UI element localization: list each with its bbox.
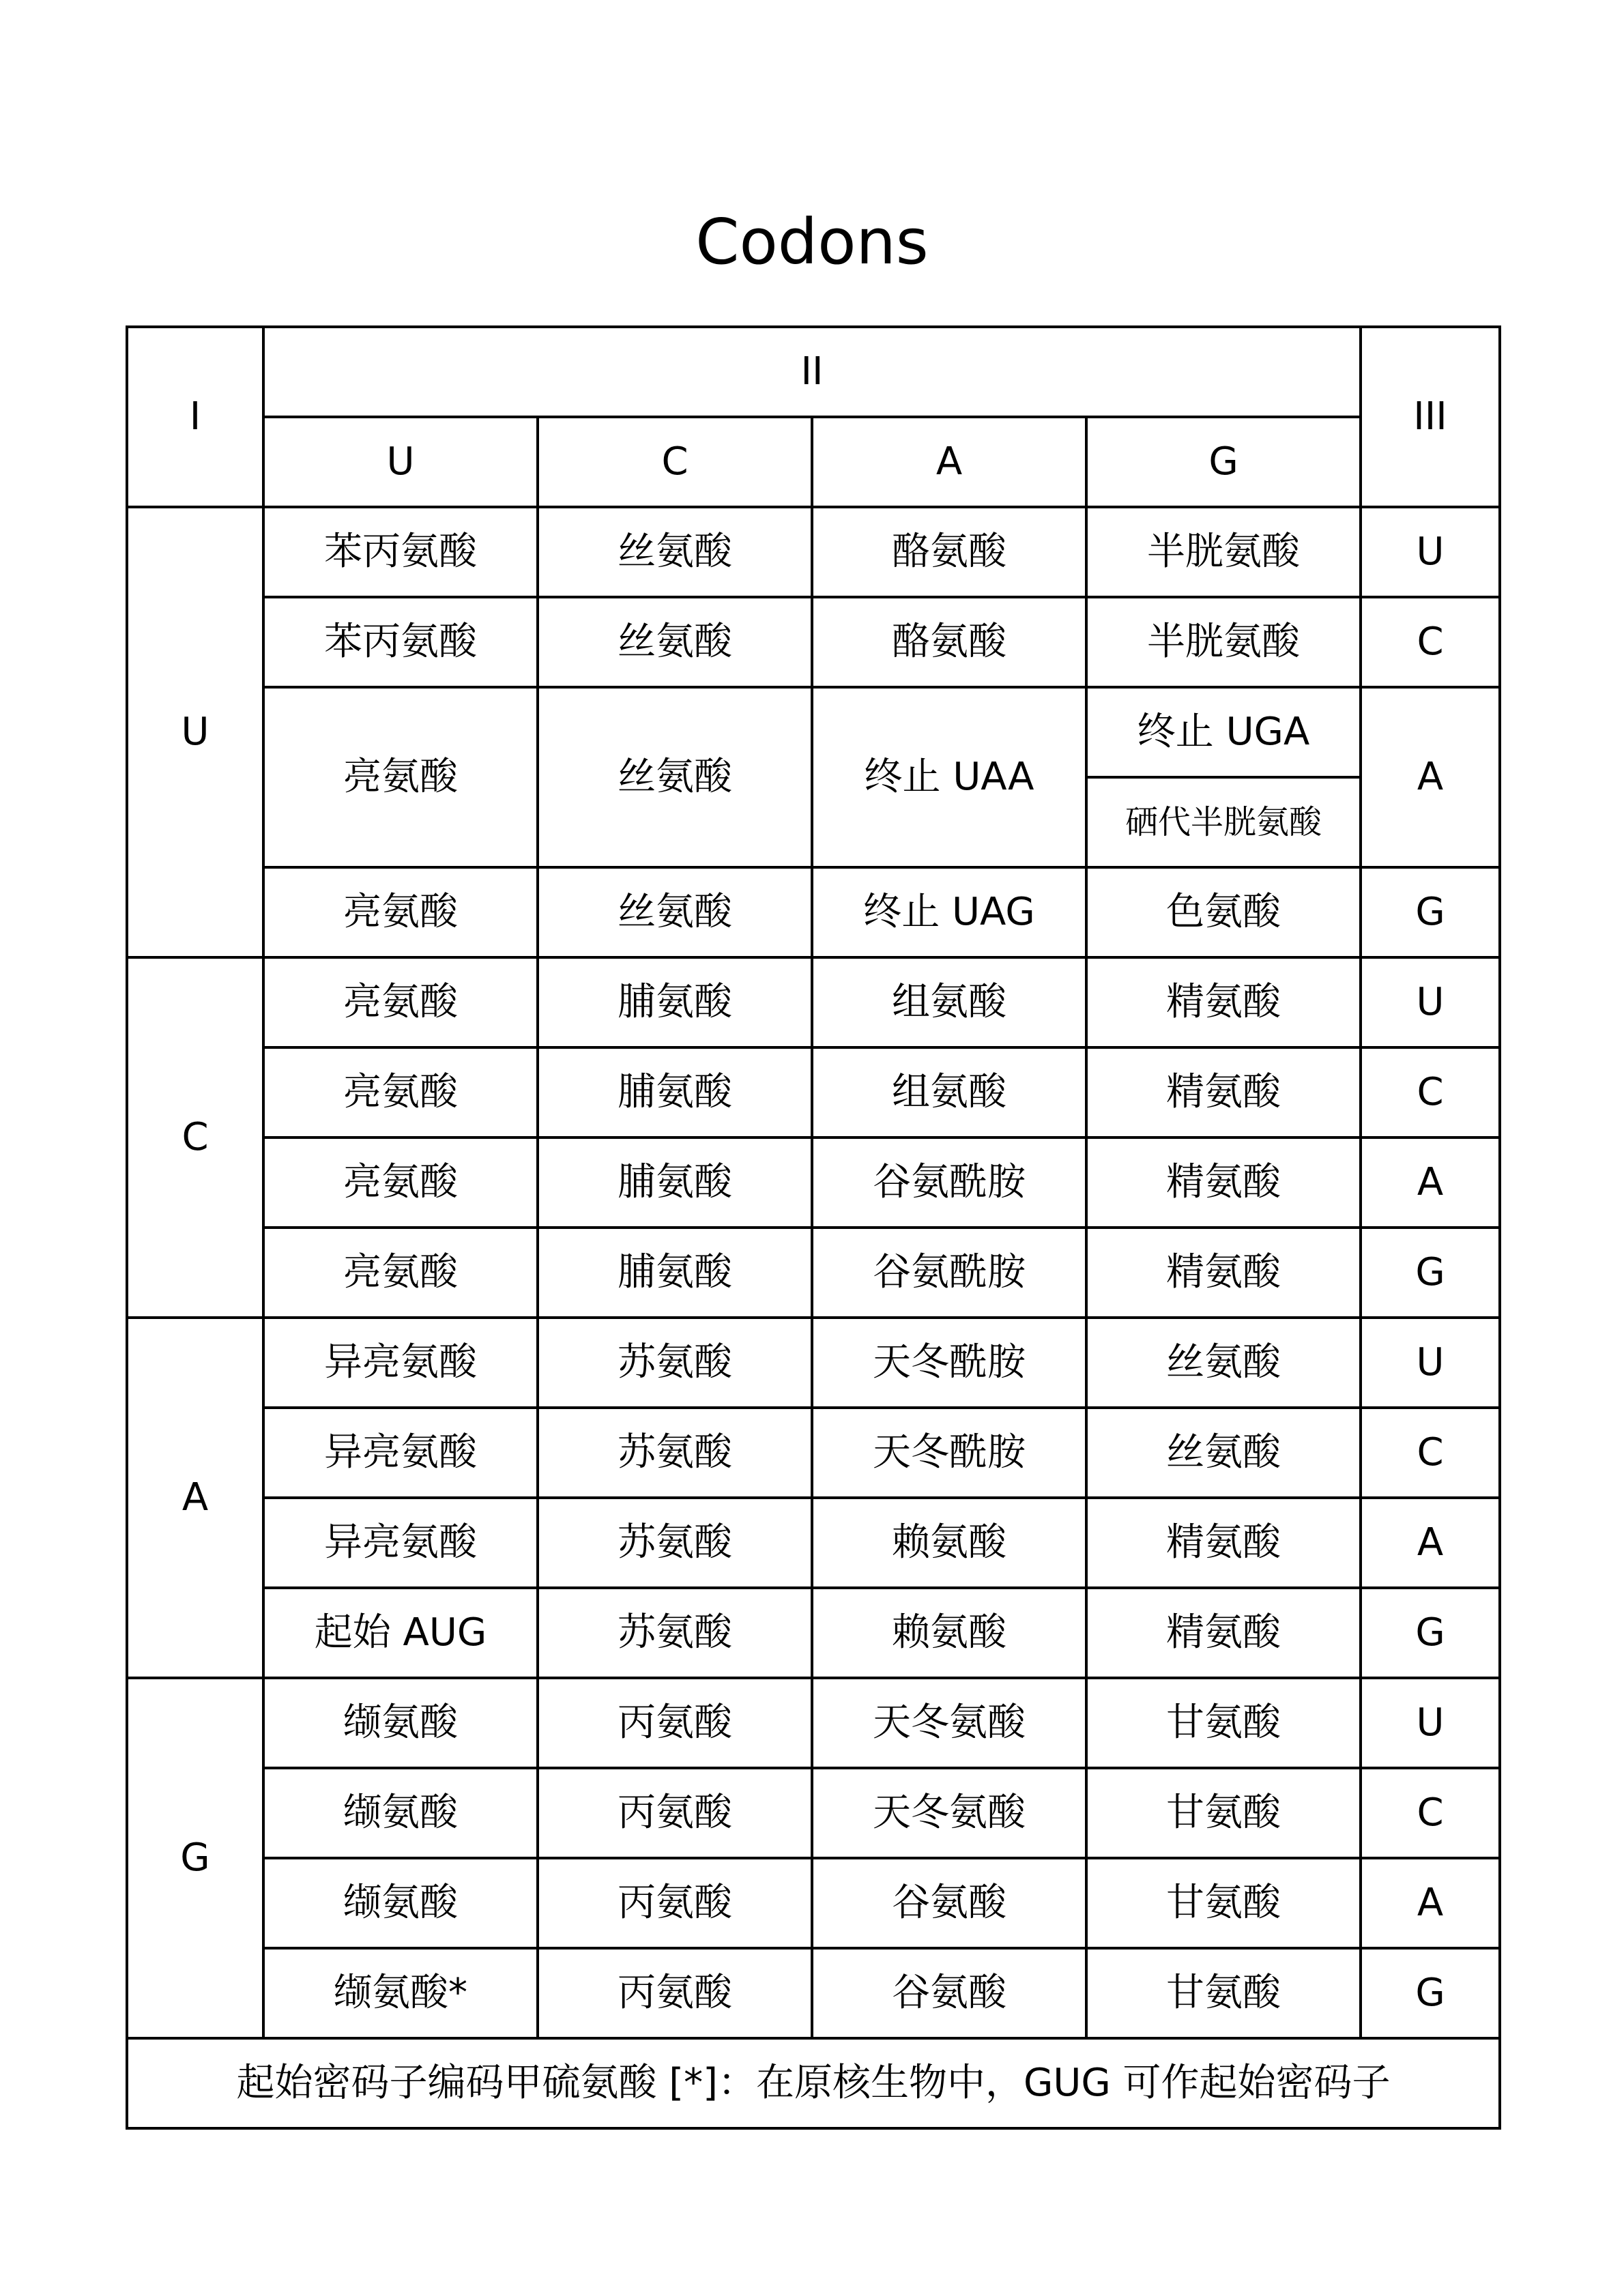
- second-base-g: G: [1086, 417, 1361, 507]
- codon-cell: 谷氨酸: [812, 1858, 1086, 1948]
- codon-cell: 精氨酸: [1086, 1588, 1361, 1678]
- codon-cell: 丝氨酸: [1086, 1318, 1361, 1408]
- codon-cell-start: 起始 AUG: [263, 1588, 538, 1678]
- codon-cell-selenocysteine: 硒代半胱氨酸: [1086, 777, 1361, 867]
- table-row: [127, 1047, 1500, 1137]
- codon-cell-stop: 终止 UAG: [812, 867, 1086, 957]
- second-base-a: A: [812, 417, 1086, 507]
- third-base: C: [1361, 597, 1500, 687]
- codon-table: [126, 325, 1501, 2130]
- third-base: C: [1361, 1768, 1500, 1858]
- table-row: [127, 1588, 1500, 1678]
- codon-cell: 苯丙氨酸: [263, 507, 538, 597]
- table-row: [127, 1678, 1500, 1768]
- codon-cell: 酪氨酸: [812, 597, 1086, 687]
- codon-cell: 苏氨酸: [538, 1408, 812, 1498]
- codon-cell: 亮氨酸: [263, 1228, 538, 1318]
- table-row: [127, 597, 1500, 687]
- table-row: [127, 1137, 1500, 1228]
- codon-cell: 丝氨酸: [538, 687, 812, 867]
- second-base-c: C: [538, 417, 812, 507]
- table-row: [127, 1948, 1500, 2038]
- table-row: [127, 957, 1500, 1047]
- codon-cell: 天冬氨酸: [812, 1678, 1086, 1768]
- codon-cell: 缬氨酸: [263, 1768, 538, 1858]
- third-base: G: [1361, 1588, 1500, 1678]
- codon-cell: 苏氨酸: [538, 1498, 812, 1588]
- third-base: A: [1361, 1858, 1500, 1948]
- third-base: G: [1361, 1228, 1500, 1318]
- third-base: A: [1361, 1137, 1500, 1228]
- codon-cell: 赖氨酸: [812, 1498, 1086, 1588]
- codon-cell: 谷氨酰胺: [812, 1228, 1086, 1318]
- codon-cell: 丝氨酸: [538, 867, 812, 957]
- codon-cell-stop: 终止 UGA: [1086, 687, 1361, 777]
- codon-cell: 丙氨酸: [538, 1948, 812, 2038]
- codon-cell: 精氨酸: [1086, 957, 1361, 1047]
- footnote: 起始密码子编码甲硫氨酸 [*]：在原核生物中，GUG 可作起始密码子: [127, 2038, 1500, 2128]
- first-base-a: A: [127, 1318, 263, 1678]
- table-row: [127, 1318, 1500, 1408]
- codon-cell: 丙氨酸: [538, 1858, 812, 1948]
- third-base: U: [1361, 507, 1500, 597]
- codon-cell: 缬氨酸: [263, 1858, 538, 1948]
- header-row-top: [127, 327, 1500, 417]
- second-base-header: II: [263, 327, 1361, 417]
- table-row: [127, 1498, 1500, 1588]
- table-row: [127, 1858, 1500, 1948]
- codon-cell: 亮氨酸: [263, 867, 538, 957]
- third-base: C: [1361, 1408, 1500, 1498]
- codon-cell: 脯氨酸: [538, 1228, 812, 1318]
- codon-cell: 丙氨酸: [538, 1678, 812, 1768]
- first-base-u: U: [127, 507, 263, 957]
- codon-cell: 亮氨酸: [263, 1137, 538, 1228]
- codon-cell: 谷氨酸: [812, 1948, 1086, 2038]
- third-base-header: III: [1361, 327, 1500, 507]
- third-base: C: [1361, 1047, 1500, 1137]
- codon-cell: 赖氨酸: [812, 1588, 1086, 1678]
- codon-cell: 组氨酸: [812, 1047, 1086, 1137]
- codon-cell: 精氨酸: [1086, 1498, 1361, 1588]
- table-row: [127, 687, 1500, 777]
- third-base: A: [1361, 687, 1500, 867]
- codon-cell: 亮氨酸: [263, 957, 538, 1047]
- codon-cell: 丝氨酸: [538, 507, 812, 597]
- third-base: U: [1361, 1318, 1500, 1408]
- table-row: [127, 867, 1500, 957]
- codon-cell: 甘氨酸: [1086, 1948, 1361, 2038]
- codon-cell: 异亮氨酸: [263, 1408, 538, 1498]
- codon-cell: 组氨酸: [812, 957, 1086, 1047]
- codon-cell: 脯氨酸: [538, 1137, 812, 1228]
- codon-cell: 异亮氨酸: [263, 1498, 538, 1588]
- codon-cell: 脯氨酸: [538, 1047, 812, 1137]
- third-base: U: [1361, 957, 1500, 1047]
- codon-cell-stop: 终止 UAA: [812, 687, 1086, 867]
- codon-cell: 天冬酰胺: [812, 1318, 1086, 1408]
- third-base: A: [1361, 1498, 1500, 1588]
- table-row: [127, 1768, 1500, 1858]
- third-base: G: [1361, 1948, 1500, 2038]
- first-base-g: G: [127, 1678, 263, 2038]
- codon-cell: 苯丙氨酸: [263, 597, 538, 687]
- second-base-u: U: [263, 417, 538, 507]
- footnote-row: [127, 2038, 1500, 2128]
- codon-cell: 苏氨酸: [538, 1318, 812, 1408]
- codon-cell: 丙氨酸: [538, 1768, 812, 1858]
- codon-cell: 天冬酰胺: [812, 1408, 1086, 1498]
- codon-cell: 苏氨酸: [538, 1588, 812, 1678]
- first-base-header: I: [127, 327, 263, 507]
- codon-cell: 谷氨酰胺: [812, 1137, 1086, 1228]
- third-base: U: [1361, 1678, 1500, 1768]
- codon-cell: 天冬氨酸: [812, 1768, 1086, 1858]
- third-base: G: [1361, 867, 1500, 957]
- codon-cell: 精氨酸: [1086, 1047, 1361, 1137]
- table-row: [127, 1228, 1500, 1318]
- codon-cell: 色氨酸: [1086, 867, 1361, 957]
- table-row: [127, 507, 1500, 597]
- codon-cell: 半胱氨酸: [1086, 507, 1361, 597]
- page-title: Codons: [695, 205, 929, 278]
- codon-cell: 甘氨酸: [1086, 1678, 1361, 1768]
- codon-cell: 精氨酸: [1086, 1137, 1361, 1228]
- codon-cell: 甘氨酸: [1086, 1768, 1361, 1858]
- codon-cell: 亮氨酸: [263, 1047, 538, 1137]
- codon-cell: 甘氨酸: [1086, 1858, 1361, 1948]
- codon-cell: 丝氨酸: [1086, 1408, 1361, 1498]
- codon-cell: 脯氨酸: [538, 957, 812, 1047]
- codon-cell: 酪氨酸: [812, 507, 1086, 597]
- codon-cell: 精氨酸: [1086, 1228, 1361, 1318]
- codon-cell: 缬氨酸: [263, 1678, 538, 1768]
- codon-cell: 丝氨酸: [538, 597, 812, 687]
- first-base-c: C: [127, 957, 263, 1318]
- header-row-bases: [127, 417, 1500, 507]
- codon-cell: 异亮氨酸: [263, 1318, 538, 1408]
- table-row: [127, 1408, 1500, 1498]
- codon-cell: 亮氨酸: [263, 687, 538, 867]
- codon-cell: 缬氨酸*: [263, 1948, 538, 2038]
- codon-cell: 半胱氨酸: [1086, 597, 1361, 687]
